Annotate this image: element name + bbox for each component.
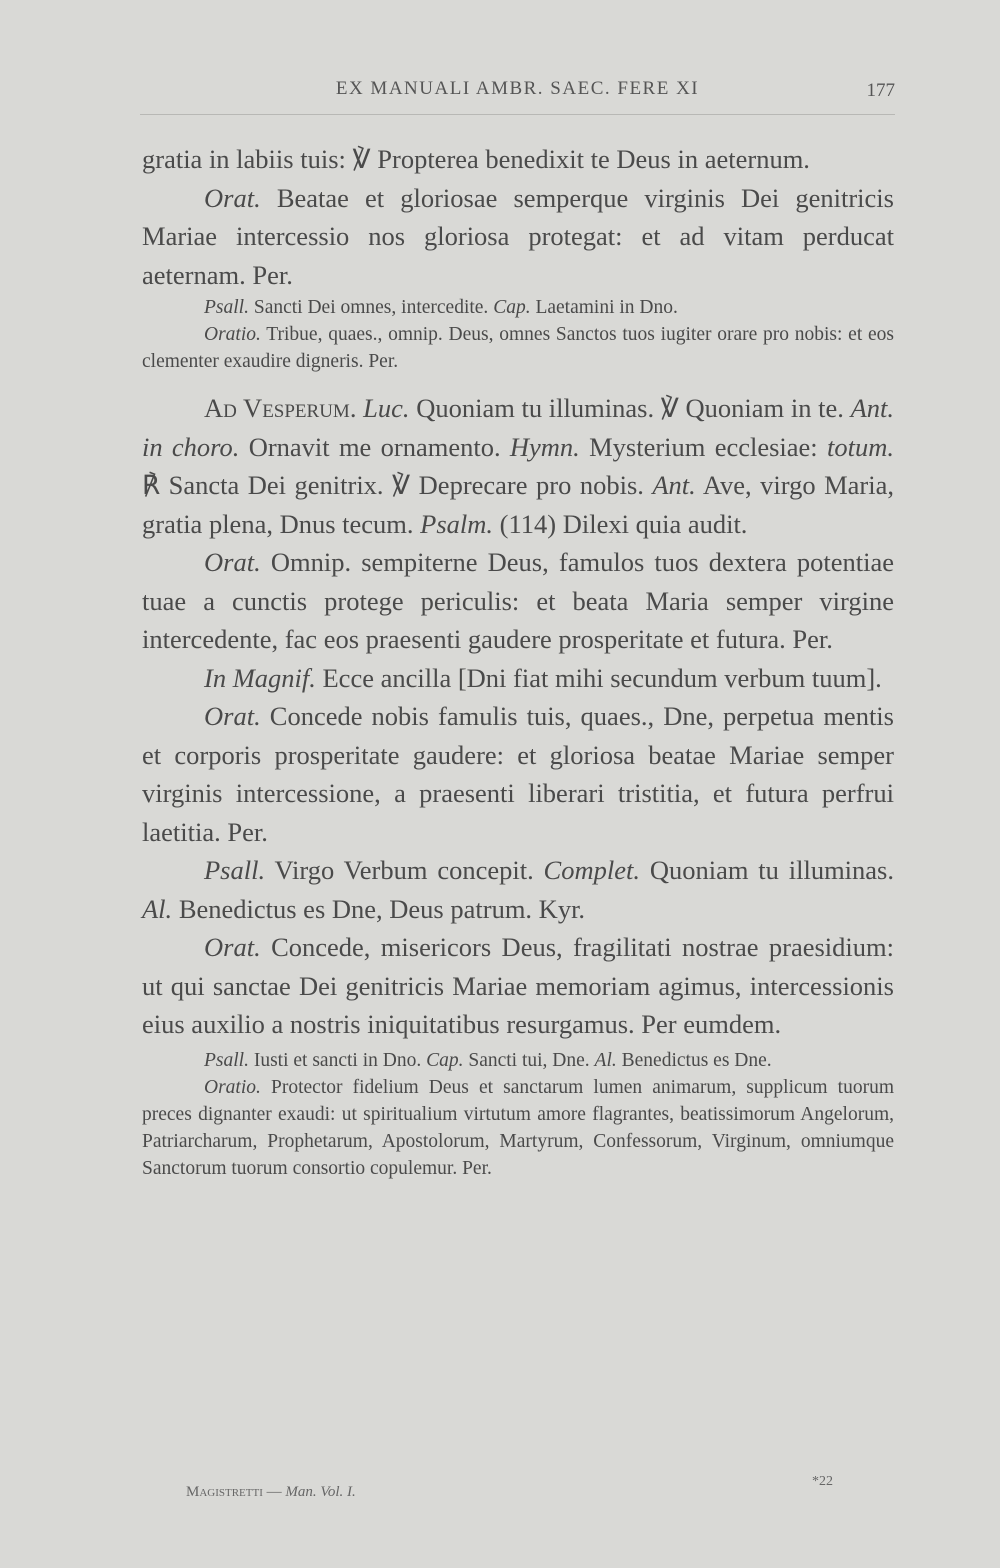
- rubric-label: In Magnif.: [204, 662, 316, 693]
- text-run: Beatae et gloriosae semperque virginis Dei genitricis Mariae intercessio nos gloriosa protegat: et ad vitam perducat aeternam. Per.: [142, 182, 894, 290]
- rubric-label: Hymn.: [509, 431, 580, 462]
- footer-separator: —: [262, 1484, 286, 1500]
- paragraph: [142, 697, 894, 851]
- rubric-label: Orat.: [204, 182, 261, 213]
- text-run: Iusti et sancti in Dno.: [248, 1049, 427, 1071]
- rubric-label: Luc.: [363, 393, 410, 423]
- paragraph: [142, 543, 894, 659]
- text-run: Concede nobis famulis tuis, quaes., Dne, perpetua mentis et corporis prosperitate gaudere: et gloriosa beatae Mariae semper virginis intercessione, a praesenti liberari tristitia, et futura perfrui laetitia. Per.: [142, 701, 894, 847]
- text-run: (114) Dilexi quia audit.: [493, 508, 748, 539]
- page-number: 177: [866, 80, 895, 101]
- rubric-label: totum.: [826, 431, 894, 462]
- text-run: Ecce ancilla [Dni fiat mihi secundum verbum tuum].: [315, 662, 882, 693]
- rubric-label: Ant. in choro.: [142, 393, 895, 462]
- rubric-label: Oratio.: [204, 324, 261, 345]
- text-run: Omnip. sempiterne Deus, famulos tuos dextera potentiae tuae a cunctis protege periculis: et beata Maria semper virgine intercedente, fac eos praesenti gaudere prosperitate et futura. Per.: [142, 547, 894, 654]
- text-run: Quoniam tu illuminas. ℣ Quoniam in te.: [409, 393, 851, 423]
- text-run: Concede, misericors Deus, fragilitati nostrae praesidium: ut qui sanctae Dei genitricis Mariae memoriam agimus, intercessionis eius auxilio a nostris iniquitatibus resurgamus. Per eumdem.: [142, 932, 894, 1039]
- rubric-label: Oratio.: [204, 1076, 261, 1098]
- rubric-label: Orat.: [204, 932, 261, 962]
- paragraph: [142, 1047, 894, 1074]
- running-title: EX MANUALI AMBR. SAEC. FERE XI: [335, 78, 700, 99]
- rubric-label: Psalm.: [420, 508, 494, 539]
- text-run: Benedictus es Dne, Deus patrum. Kyr.: [172, 893, 586, 924]
- rubric-label: Psall.: [204, 855, 266, 885]
- paragraph: [142, 140, 894, 179]
- footer: [186, 1484, 356, 1501]
- text-run: Laetamini in Dno.: [530, 297, 678, 318]
- text-run: Mysterium ecclesiae:: [579, 431, 827, 462]
- signature-mark: *22: [812, 1474, 833, 1489]
- text-run: gratia in labiis tuis: ℣ Propterea benedixit te Deus in aeternum.: [142, 144, 810, 174]
- paragraph: [142, 851, 894, 928]
- footer-author: Magistretti: [186, 1484, 263, 1500]
- text-run: ℟ Sancta Dei genitrix. ℣ Deprecare pro nobis.: [142, 470, 653, 500]
- rubric-label: Al.: [142, 893, 173, 924]
- rubric-label: Orat.: [204, 701, 261, 731]
- rubric-label: Complet.: [543, 855, 640, 885]
- section-heading: Ad Vesperum.: [204, 393, 357, 423]
- paragraph: [142, 659, 894, 698]
- running-head: [140, 74, 895, 115]
- text-run: Ornavit me ornamento.: [239, 431, 510, 462]
- rubric-label: Cap.: [426, 1049, 464, 1071]
- text-run: Sancti Dei omnes, intercedite.: [248, 297, 494, 318]
- body-text: [142, 140, 894, 1182]
- text-run: Sancti tui, Dne.: [463, 1049, 595, 1071]
- text-run: Protector fidelium Deus et sanctarum lumen animarum, supplicum tuorum preces dignanter exaudi: ut spiritualium virtutum amore flagrantes, beatissimorum Angelorum, Patriarcharum, Prophetarum, Apostolorum, Martyrum, Confessorum, Virginum, omniumque Sanctorum tuorum consortio copulemur. Per.: [142, 1076, 894, 1179]
- paragraph: [142, 928, 894, 1044]
- rubric-label: Cap.: [493, 297, 531, 318]
- paragraph: [142, 321, 894, 375]
- paragraph: [142, 179, 894, 295]
- footer-work: Man. Vol. I.: [285, 1484, 356, 1500]
- rubric-label: Orat.: [204, 547, 261, 577]
- rubric-label: Psall.: [204, 297, 249, 318]
- text-run: Virgo Verbum concepit.: [265, 855, 544, 885]
- paragraph: [142, 294, 894, 321]
- rubric-label: Al.: [594, 1049, 617, 1071]
- paragraph: [142, 389, 894, 543]
- rubric-label: Ant.: [652, 470, 696, 500]
- text-run: Quoniam tu illuminas.: [639, 855, 894, 885]
- paragraph: [142, 1074, 894, 1182]
- text-run: Ave, virgo Maria, gratia plena, Dnus tecum.: [142, 470, 894, 539]
- text-run: Benedictus es Dne.: [616, 1049, 772, 1071]
- rubric-label: Psall.: [204, 1049, 249, 1071]
- text-run: Tribue, quaes., omnip. Deus, omnes Sanctos tuos iugiter orare pro nobis: et eos clementer exaudire digneris. Per.: [142, 324, 894, 372]
